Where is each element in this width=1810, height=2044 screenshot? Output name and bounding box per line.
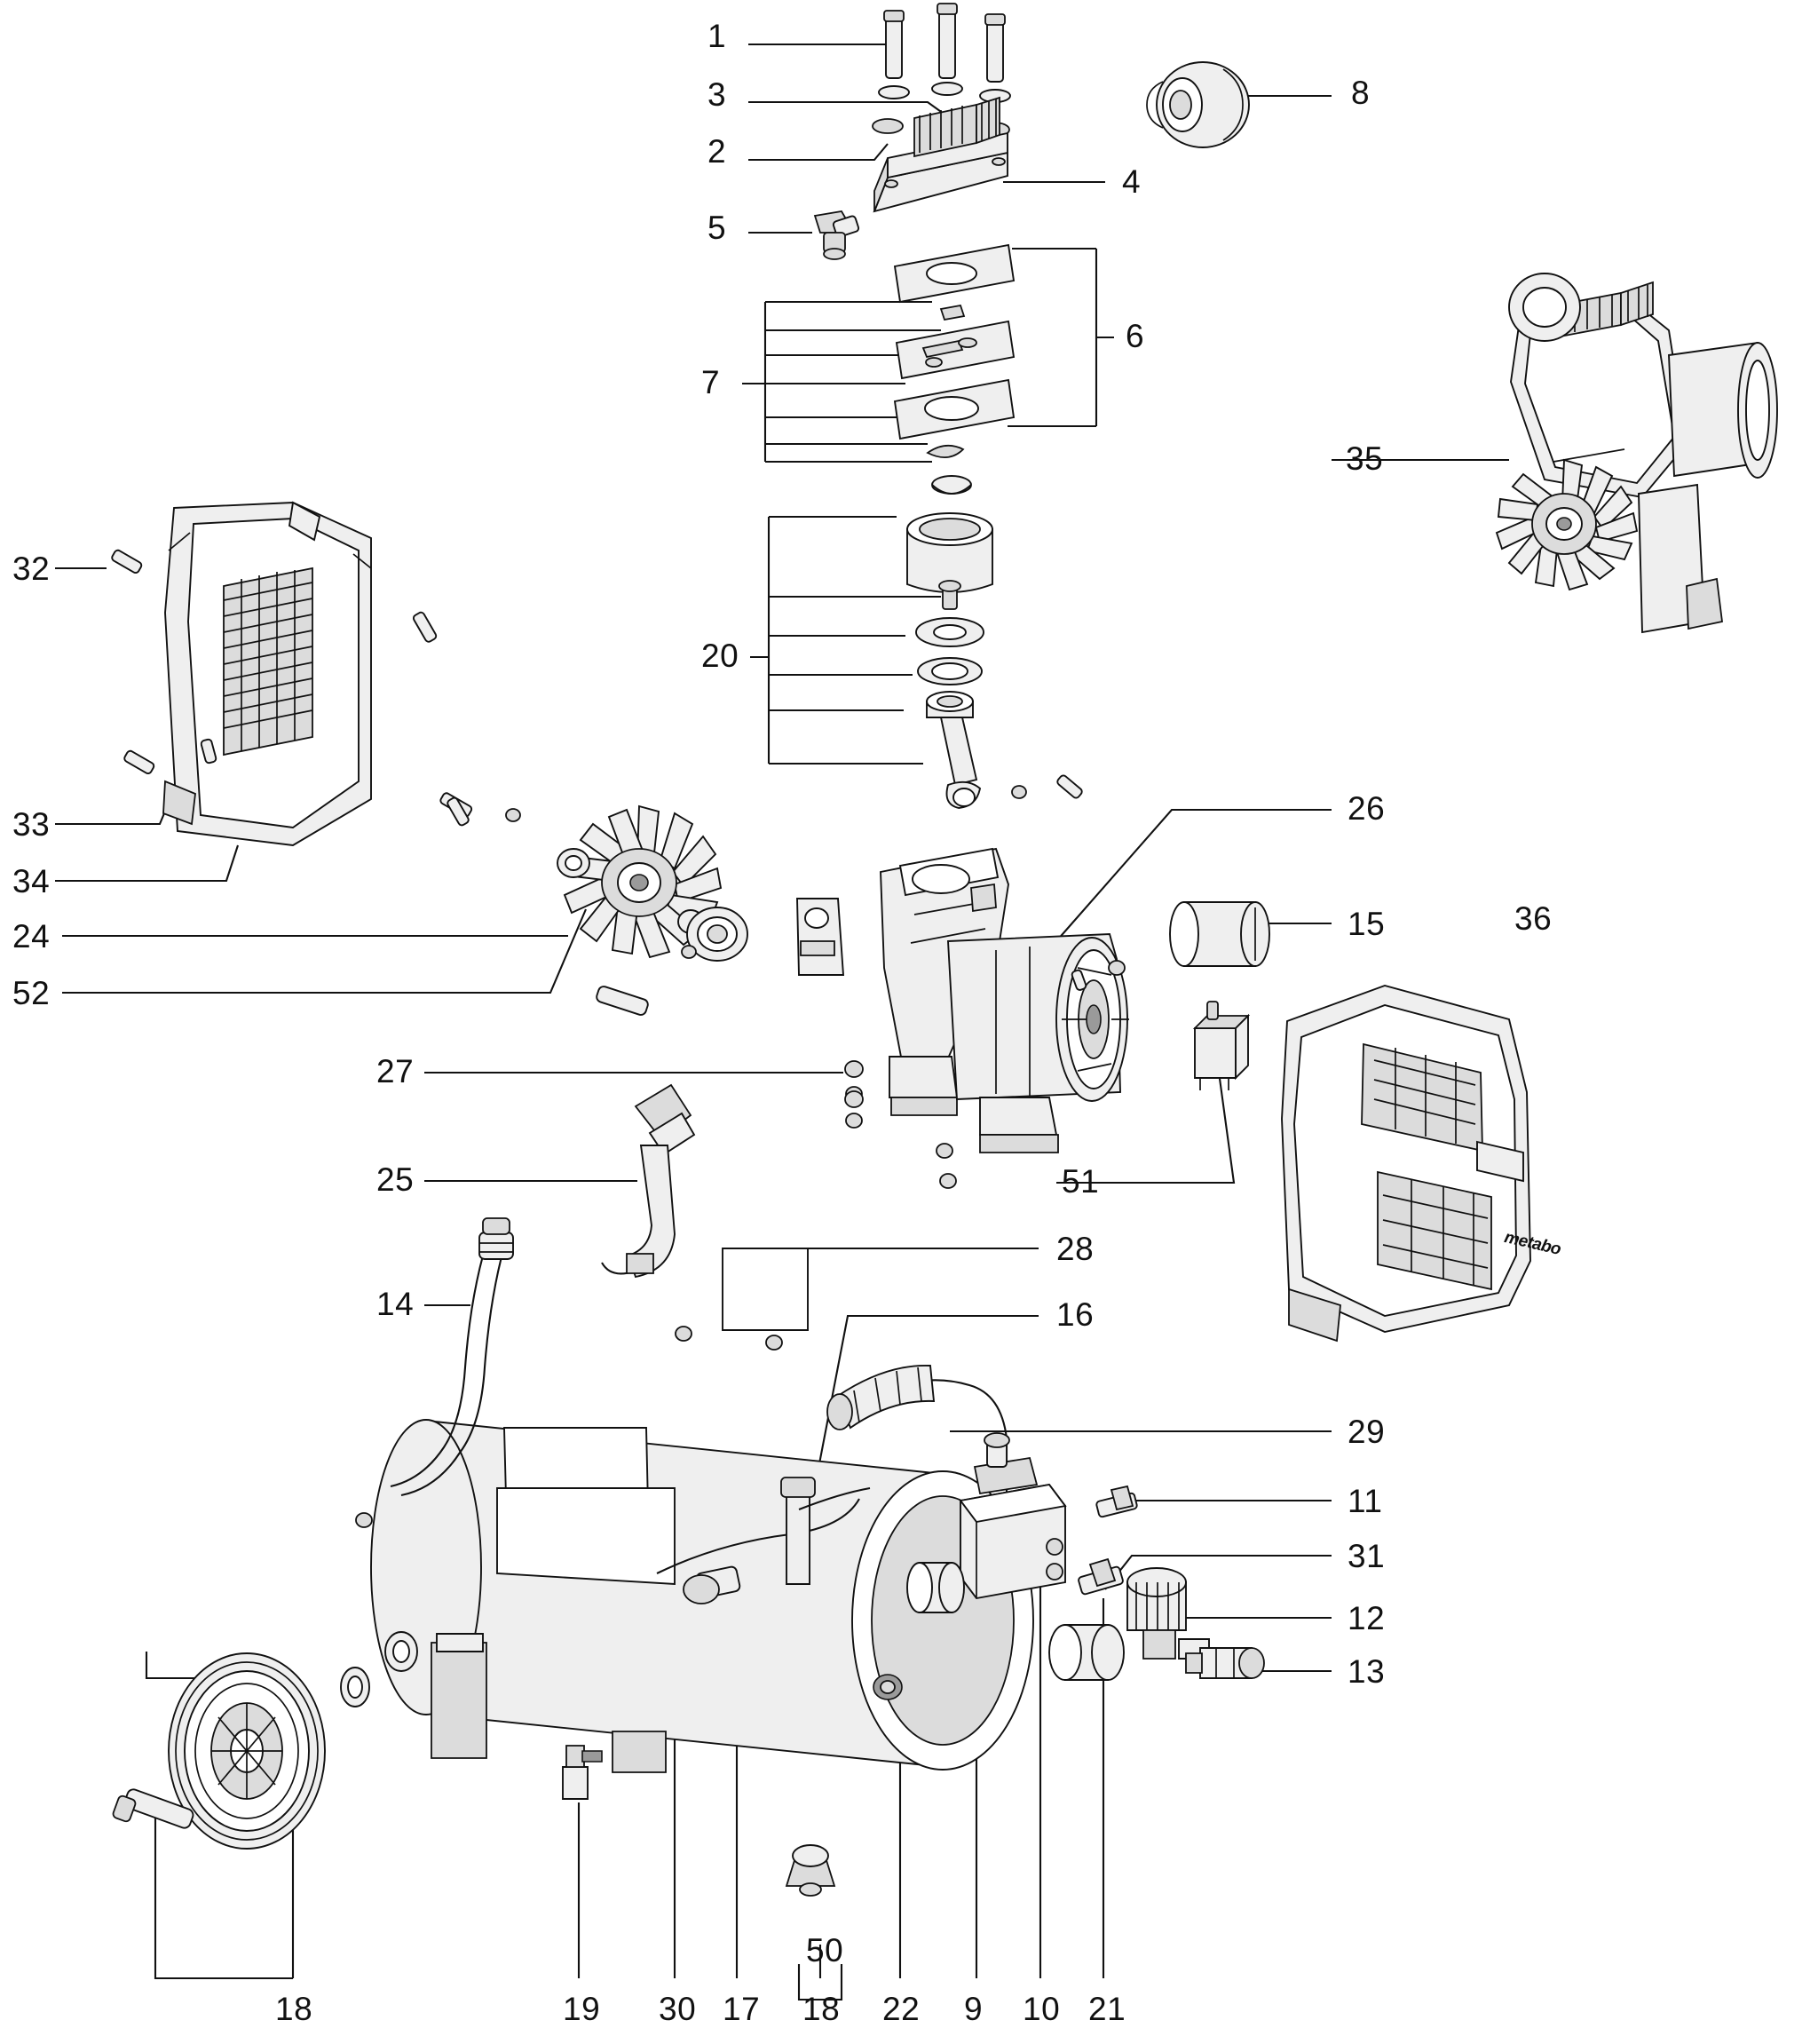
part-label-3: 3 bbox=[707, 76, 727, 113]
part-label-9: 9 bbox=[964, 1991, 984, 2027]
part-label-16: 16 bbox=[1056, 1296, 1095, 1333]
part-label-24: 24 bbox=[12, 918, 51, 955]
part-label-6: 6 bbox=[1126, 318, 1145, 354]
part-label-26: 26 bbox=[1348, 790, 1386, 827]
part-35-pump-assembly bbox=[1497, 273, 1777, 632]
part-label-32: 32 bbox=[12, 551, 51, 587]
part-label-20: 20 bbox=[701, 638, 739, 674]
part-label-25: 25 bbox=[376, 1161, 415, 1198]
part-label-29: 29 bbox=[1348, 1414, 1386, 1450]
part-label-18-left: 18 bbox=[275, 1991, 313, 2027]
part-label-36: 36 bbox=[1514, 900, 1553, 937]
part-label-30: 30 bbox=[659, 1991, 697, 2027]
part-label-4: 4 bbox=[1122, 163, 1142, 200]
part-label-2: 2 bbox=[707, 133, 727, 170]
part-label-11: 11 bbox=[1348, 1483, 1383, 1519]
part-label-31: 31 bbox=[1348, 1538, 1386, 1574]
part-label-13: 13 bbox=[1348, 1653, 1386, 1690]
part-label-27: 27 bbox=[376, 1053, 415, 1089]
part-label-7: 7 bbox=[701, 364, 721, 400]
part-27-screws bbox=[845, 1061, 863, 1107]
part-label-5: 5 bbox=[707, 210, 727, 246]
part-label-28: 28 bbox=[1056, 1231, 1095, 1267]
part-6-7-valve-plate-stack bbox=[895, 245, 1014, 494]
part-label-52: 52 bbox=[12, 975, 51, 1011]
part-8-air-filter bbox=[1147, 62, 1249, 147]
part-label-34: 34 bbox=[12, 863, 51, 899]
part-label-10: 10 bbox=[1023, 1991, 1061, 2027]
part-label-8: 8 bbox=[1351, 75, 1371, 111]
part-label-51: 51 bbox=[1062, 1163, 1100, 1200]
part-label-33: 33 bbox=[12, 806, 51, 843]
part-label-12: 12 bbox=[1348, 1600, 1386, 1636]
part-51-switch bbox=[1195, 1002, 1248, 1090]
part-11-nipple bbox=[1095, 1486, 1137, 1517]
part-label-50: 50 bbox=[806, 1932, 844, 1969]
part-26-crankcase-motor bbox=[881, 849, 1129, 1153]
part-label-15: 15 bbox=[1348, 906, 1386, 942]
part-label-19: 19 bbox=[563, 1991, 601, 2027]
part-4-cylinder-head bbox=[874, 98, 1008, 211]
part-5-elbow-fitting bbox=[815, 211, 859, 259]
tank-assembly bbox=[112, 1248, 1033, 1896]
part-12-regulator bbox=[1127, 1568, 1209, 1659]
part-9-plug bbox=[907, 1563, 964, 1612]
part-10-pressure-switch bbox=[960, 1433, 1065, 1598]
part-31-fitting bbox=[1078, 1559, 1124, 1595]
part-label-17: 17 bbox=[723, 1991, 761, 2027]
part-bracket bbox=[797, 899, 843, 975]
part-15-capacitor bbox=[1170, 902, 1269, 966]
part-label-35: 35 bbox=[1346, 440, 1384, 477]
part-label-18-bottom: 18 bbox=[802, 1991, 841, 2027]
part-label-21: 21 bbox=[1088, 1991, 1126, 2027]
part-33-34-fan-cover bbox=[111, 503, 473, 845]
part-label-14: 14 bbox=[376, 1286, 415, 1322]
part-21-cap bbox=[1049, 1625, 1124, 1680]
part-label-1: 1 bbox=[707, 18, 727, 54]
part-13-quick-coupler bbox=[1186, 1648, 1264, 1678]
part-36-housing-cover bbox=[1282, 986, 1530, 1341]
brand-mark: metabo bbox=[1502, 1228, 1563, 1260]
part-label-22: 22 bbox=[882, 1991, 921, 2027]
